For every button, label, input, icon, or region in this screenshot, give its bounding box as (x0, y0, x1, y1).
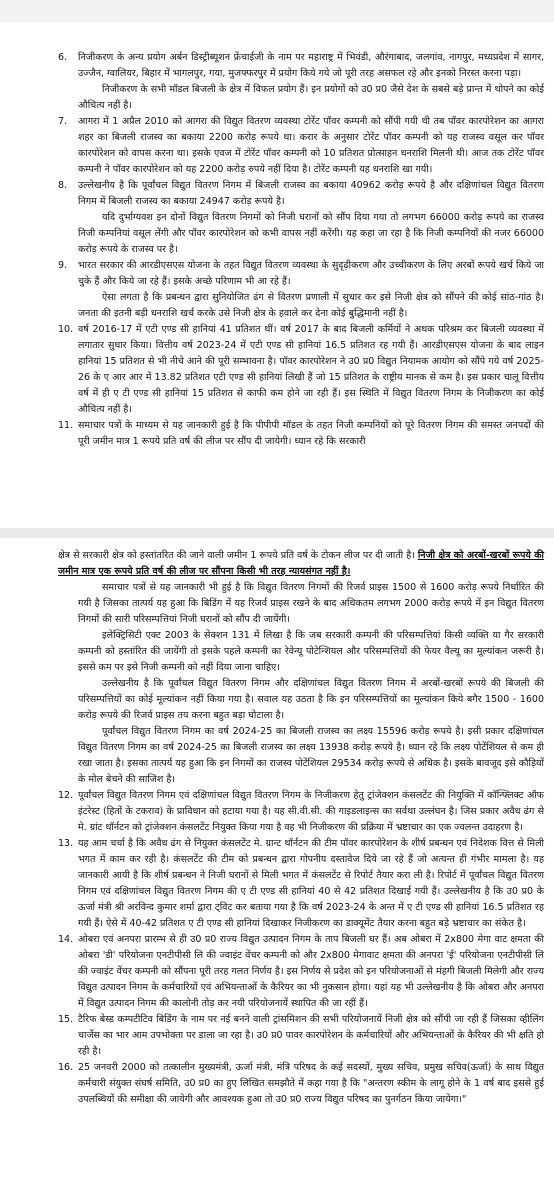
document-page-2 (58, 548, 544, 1108)
document-page-1 (58, 50, 544, 450)
item-text (78, 114, 544, 178)
item-number: 6. (58, 52, 68, 63)
item-text (78, 50, 544, 114)
list-item (58, 836, 544, 932)
paragraph: ओबरा एवं अनपरा प्रारम्भ से ही उ0 प्र0 राज्य विद्युत उत्पादन निगम के ताप बिजली घर हैं। अब ओबरा में 2x800 मेगा वाट क्षमता की ओबरा 'डी' परियोजना एनटीपीसी लि की ज्वाइंट वेंचर कम्पनी को और 2x800 मेगावाट क्षमता की अनपरा 'ई' परियोजना एनटीपीसी लि की ज्वाइंट वेंचर कम्पनी को सौंपना पूरी तरह गलत निर्णय है। इस निर्णय से प्रदेश को इन परियोजनाओं से मंहगी बिजली मिलेगी और राज्य विद्युत उत्पादन निगम के कर्मचारियों एवं अभियन्ताओं के कैरियर का भी नुकसान होगा। यहां यह भी उल्लेखनीय है कि ओबरा और अनपरा में विद्युत उत्पादन निगम की कालोनी तोड़ कर नयी परियोजनायें स्थापित की जा रहीं हैं। (78, 934, 544, 1009)
paragraph: समाचार पत्रों के माध्यम से यह जानकारी हुई है कि पीपीपी मॉडल के तहत निजी कम्पनियों को पूरे वितरण निगम की समस्त जनपदों की पूरी जमीन मात्र 1 रूपये प्रति वर्ष की लीज पर सौंप दी जायेगी। ध्यान रहे कि सरकारी (78, 420, 544, 447)
top-band (0, 0, 554, 46)
item-text (78, 258, 544, 322)
paragraph: उल्लेखनीय है कि पूर्वांचल विद्युत वितरण निगम में बिजली राजस्व का बकाया 40962 करोड़ रूपये है और दक्षिणांचल विद्युत वितरण निगम में बिजली राजस्व का बकाया 24947 करोड़ रूपये है। (78, 180, 544, 207)
paragraph: टैरिफ बेस्ड कम्पटीटिव बिडिंग के नाम पर नई बनने वाली ट्रांसमिशन की सभी परियोजनायें निजी क्षेत्र को सौंपी जा रही हैं जिसका व्हीलिंग चार्जेस का भार आम उपभोक्ता पर डाला जा रहा है। उ0 प्र0 पावर कारपोरेशन के कर्मचारियों और अभियन्ताओं के कैरियर की भी क्षति हो रही है। (78, 1014, 544, 1057)
paragraph: यदि दुर्भाग्यवश इन दोनों विद्युत वितरण निगमों को निजी घरानों को सौंप दिया गया तो लगभग 66000 करोड़ रूपये का राजस्व निजी कम्पनियां वसूल लेंगी और पॉवर कारपोरेशन को कभी वापस नहीं करेंगी। यह कहा जा रहा है कि निजी कम्पनियों की नजर 66000 करोड़ रूपये के राजस्व पर है। (78, 212, 544, 255)
list-item (58, 258, 544, 322)
item-text (78, 1012, 544, 1060)
list-item (58, 788, 544, 836)
list-item (58, 114, 544, 178)
paragraph: ऐसा लगता है कि प्रबन्धन द्वारा सुनियोजित ढंग से वितरण प्रणाली में सुधार कर इसे निजी क्षेत्र को सौंपने की कोई सांठ-गांठ है। जनता की इतनी बड़ी धनराशि खर्च करके उसे निजी क्षेत्र के हवाले कर देना कोई बुद्धिमानी नहीं है। (78, 292, 544, 319)
item-text (78, 788, 544, 836)
item-number: 7. (58, 116, 68, 127)
list-item (58, 1012, 544, 1060)
paragraph: यह आम चर्चा है कि अवैध ढंग से नियुक्त कंसलटेंट मे. ग्रान्ट थॉर्नटन की टीम पॉवर कारपोरेशन के शीर्ष प्रबन्धन एवं निदेशक वित्त से मिली भगत में काम कर रही है। कंसलटेंट की टीम को प्रबन्धन द्वारा गोपनीय दस्तावेज दिये जा रहे हैं जो अत्यन्त ही गंभीर मामला है। यह जानकारी आयी है कि शीर्ष प्रबन्धन ने निजी घरानों से मिली भगत में कंसलटेंट से रिपोर्ट तैयार करा ली है। रिपोर्ट में पूर्वांचल विद्युत वितरण निगम एवं दक्षिणांचल विद्युत वितरण निगम की ए टी एण्ड सी हानियां 40 से 42 प्रतिशत दिखाई गयी हैं। उल्लेखनीय है कि उ0 प्र0 के ऊर्जा मंत्री श्री अरविन्द कुमार शर्मा द्वारा ट्विट कर बताया गया है कि वर्ष 2023-24 के अन्त में ए टी एण्ड सी हानियां 16.5 प्रतिशत रह गयी हैं। ऐसे में 40-42 प्रतिशत ए टी एण्ड सी हानियां दिखाकर निजीकरण का डाक्यूमेंट तैयार करना बहुत बड़े भ्रष्टाचार का संकेत है। (78, 838, 544, 929)
item-number: 16. (58, 1062, 74, 1073)
continuation-text: क्षेत्र से सरकारी क्षेत्र को हस्तांतरित की जाने वाली जमीन 1 रूपये प्रति वर्ष के टोकन लीज पर दी जाती है। (58, 550, 415, 561)
list-item (58, 1060, 544, 1108)
item-number: 14. (58, 934, 74, 945)
item-text (78, 836, 544, 932)
list-item (58, 50, 544, 114)
page-gap (0, 528, 554, 538)
list-item (58, 322, 544, 418)
list-item (58, 932, 544, 1012)
item-number: 15. (58, 1014, 74, 1025)
paragraph: वर्ष 2016-17 में एटी एण्ड सी हानियां 41 प्रतिशत थीं। वर्ष 2017 के बाद बिजली कर्मियों ने अथक परिश्रम कर बिजली व्यवस्था में लगातार सुधार किया। वित्तीय वर्ष 2023-24 में एटी एण्ड सी हानियां 16.5 प्रतिशत रह गयी हैं। आरडीएसएस योजना के बाद लाइन हानियां 15 प्रतिशत से भी नीचे आने की पूरी सम्भावना है। पॉवर कारपोरेशन ने उ0 प्र0 विद्युत नियामक आयोग को सौंपे गये वर्ष 2025-26 के ए आर आर में 13.82 प्रतिशत एटी एण्ड सी हानियां लिखी हैं जो 15 प्रतिशत के राष्ट्रीय मानक से कम है। इस प्रकार चालू वित्तीय वर्ष में ही ए टी एण्ड सी हानियां 15 प्रतिशत से काफी कम होने जा रही हैं। इस स्थिति में विद्युत वितरण निगम के निजीकरण का कोई औचित्य नहीं है। (78, 324, 544, 415)
item-number: 12. (58, 790, 74, 801)
continuation-paragraph (58, 548, 544, 580)
paragraph: निजीकरण के अन्य प्रयोग अर्बन डिस्ट्रीब्यूशन फ्रेंचाईजी के नाम पर महाराष्ट्र में भिवंडी, औरंगाबाद, जलगांव, नागपुर, मध्यप्रदेश में सागर, उज्जैन, ग्वालियर, बिहार में भागलपुर, गया, मुजफ्फरपुर में प्रयोग किये गये जो पूरी तरह असफल रहे और इनको निरस्त करना पड़ा। (78, 52, 544, 79)
list-item (58, 418, 544, 450)
item-number: 8. (58, 180, 68, 191)
item-number: 10. (58, 324, 74, 335)
top-bar (0, 0, 554, 22)
item-text (78, 178, 544, 258)
item-text (78, 932, 544, 1012)
item-number: 13. (58, 838, 74, 849)
paragraph: 25 जनवरी 2000 को तत्कालीन मुख्यमंत्री, ऊर्जा मंत्री, मंत्रि परिषद के कई सदस्यों, मुख्य सचिव, प्रमुख सचिव(ऊर्जा) के साथ विद्युत कर्मचारी संयुक्त संघर्ष समिति, उ0 प्र0 का हुए लिखित समझौते में कहा गया है कि "अन्तरण स्कीम के लागू होने के 1 वर्ष बाद इससे हुई उपलब्धियों की समीक्षा की जायेगी और आवश्यक हुआ तो उ0 प्र0 राज्य विद्युत परिषद का पुनर्गठन किया जायेगा।" (78, 1062, 544, 1105)
paragraph: समाचार पत्रों से यह जानकारी भी हुई है कि विद्युत वितरण निगमों की रिजर्व प्राइस 1500 से 1600 करोड़ रूपये निर्धारित की गयी है जिसका तात्पर्य यह हुआ कि बिडिंग में यह रिजर्व प्राइस रखने के बाद अधिकतम लगभग 2000 करोड़ रूपये में इन विद्युत वितरण निगमों की सारी परिसम्पत्तियां निजी घरानों को सौंप दी जायेंगी। (78, 582, 544, 625)
item-text (78, 1060, 544, 1108)
item-text (78, 418, 544, 450)
item-number: 9. (58, 260, 68, 271)
paragraph: इलेक्ट्रिसिटी एक्ट 2003 के सेक्शन 131 में लिखा है कि जब सरकारी कम्पनी की परिसम्पत्तियां किसी व्यक्ति या गैर सरकारी कम्पनी को हस्तांरित की जायेंगी तो इसके पहले कम्पनी का रेवेन्यू पोटेन्शियल और परिसम्पत्तियों की फेयर वैल्यू का मूल्यांकन जरूरी है। इससे कम पर इसे निजी कम्पनी को नहीं दिया जाना चाहिए। (78, 630, 544, 673)
paragraph: भारत सरकार की आरडीएसएस योजना के तहत विद्युत वितरण व्यवस्था के सुदृढ़ीकरण और उच्चीकरण के लिए अरबों रूपये खर्च किये जा चुके हैं और किये जा रहे हैं। इसके अच्छे परिणाम भी आ रहे हैं। (78, 260, 544, 287)
item-number: 11. (58, 420, 74, 431)
paragraph: पूर्वांचल विद्युत वितरण निगम का वर्ष 2024-25 का बिजली राजस्व का लक्ष्य 15596 करोड़ रूपये है। इसी प्रकार दक्षिणांचल विद्युत वितरण निगम का वर्ष 2024-25 का बिजली राजस्व का लक्ष्य 13938 करोड़ रूपये है। ध्यान रहे कि लक्ष्य पोटेंशियल से कम ही रखा जाता है। इसका तात्पर्य यह हुआ कि इन निगमों का राजस्व पोटेंशियल 29534 करोड़ रूपये से अधिक है। इसके बावजूद इसे कौड़ियों के मोल बेचने की साजिश है। (78, 726, 544, 785)
paragraph: पूर्वांचल विद्युत वितरण निगम एवं दक्षिणांचल विद्युत वितरण निगम के निजीकरण हेतु ट्रांजेक्शन कंसलटेंट की नियुक्ति में कॉन्फ्लिक्ट ऑफ इंटरेस्ट (हितों के टकराव) के प्राविधान को हटाया गया है। यह सी.वी.सी. की गाइडलाइन्स का सर्वथा उल्लंघन है। जिस प्रकार अवैध ढंग से मे. ग्रांट थॉर्नटन को ट्रांजेक्शन कंसलटेंट नियुक्त किया गया है वह भी निजीकरण की प्रक्रिया में भ्रष्टाचार का एक ज्वलन्त उदाहरण है। (78, 790, 544, 833)
paragraph: उल्लेखनीय है कि पूर्वांचल विद्युत वितरण निगम और दक्षिणांचल विद्युत वितरण निगम में अरबों-खरबों रूपये की बिजली की परिसम्पत्तियों का कोई मूल्यांकन नहीं किया गया है। सवाल यह उठता है कि इन परिसम्पत्तियों का मूल्यांकन किये बगैर 1500 - 1600 करोड़ रूपये की रिजर्व प्राइस तय करना बहुत बड़ा घोटाला है। (78, 678, 544, 721)
item-text (78, 322, 544, 418)
paragraph: निजीकरण के सभी मॉडल बिजली के क्षेत्र में विफल प्रयोग हैं। इन प्रयोगों को उ0 प्र0 जैसे देश के सबसे बड़े प्रान्त में थोपने का कोई औचित्य नहीं है। (78, 84, 544, 111)
list-item (58, 178, 544, 258)
continuation-bold-text: निजी क्षेत्र को अरबों-खरबों रूपये की जमीन मात्र एक रूपये प्रति वर्ष की लीज पर सौंपना किसी भी तरह न्यायसंगत नहीं है। (58, 550, 544, 577)
paragraph: आगरा में 1 अप्रैल 2010 को आगरा की विद्युत वितरण व्यवस्था टोरेंट पॉवर कम्पनी को सौंपी गयी थी तब पॉवर कारपोरेशन का आगरा शहर का बिजली राजस्व का बकाया 2200 करोड़ रूपये था। करार के अनुसार टोरेंट पॉवर कम्पनी को यह राजस्व वसूल कर पॉवर कारपोरेशन को वापस करना था। इसके एवज में टोरेंट पॉवर कम्पनी को 10 प्रतिशत प्रोत्साहन धनराशि मिलनी थी। आज तक टोरेंट पॉवर कम्पनी ने पॉवर कारपोरेशन को यह 2200 करोड़ रुपये नहीं दिया है। टोरेंट कम्पनी यह धनराशि खा गयी। (78, 116, 544, 175)
